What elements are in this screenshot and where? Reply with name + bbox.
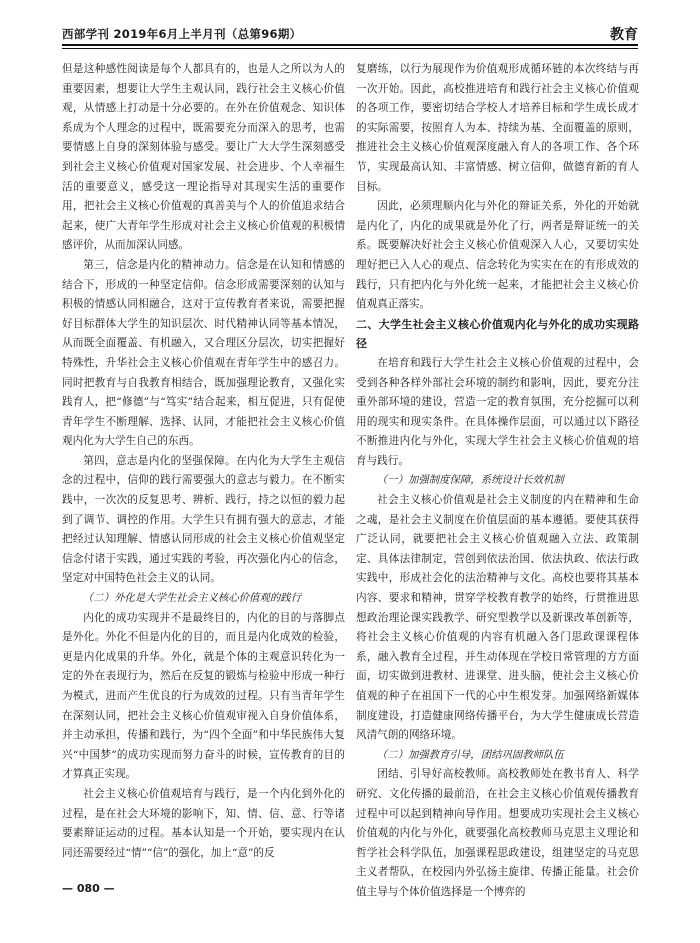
subsection-heading: （二）加强教育引导，团结巩固教师队伍 — [376, 748, 564, 761]
paragraph: 内化的成功实现并不是最终目的，内化的目的与落脚点是外化。外化不但是内化的目的，而且是内化成效的检验，更是内化成果的升华。外化，就是个体的主观意识转化为一定的外在表现行为，然后在反复的锻炼与检验中形成一种行为模式，进而产生优良的行为成效的过程。只有当青年学生在深刻认同，把社会主义核心价值观审视入自身价值体系，并主动承担，传播和践行，为“四个全面”和中华民族伟大复兴“中国梦”的成功实现而努力奋斗的时候，宣传教育的目的才算真正实现。 — [62, 611, 345, 781]
paragraph: 复磨练，以行为展现作为价值观形成循环链的本次终结与再一次开始。因此，高校推进培育和践行社会主义核心价值观的各项工作，要密切结合学校人才培养目标和学生成长成才的实际需要，按照育人为本、持续为基、全面覆盖的原则，推进社会主义核心价值观深度融入育人的各项工作、各个环节，实现最高认知、丰富情感、树立信仰，做德育新的育人目标。 — [356, 63, 639, 193]
header-rule-thin — [62, 48, 638, 49]
paragraph: 但是这种感性阅读是每个人都具有的，也是人之所以为人的重要因素，想要让大学生主观认同，践行社会主义核心价值观，从情感上打动是十分必要的。在外在价值观念、知识体系成为个人理念的过程中，既需要充分而深入的思考，也需要情感上自身的深刻体验与感受。要让广大大学生深刻感受到社会主义核心价值观对国家发展、社会进步、个人幸福生活的重要意义，感受这一理论指导对其现实生活的重要作用，把社会主义核心价值观的真善美与个人的价值追求结合起来，使广大青年学生形成对社会主义核心价值观的积极情感评价，从而加深认同感。 — [62, 63, 345, 252]
paragraph: 第三，信念是内化的精神动力。信念是在认知和情感的结合下，形成的一种坚定信仰。信念形成需要深刻的认知与积极的情感认同相融合，这对于宣传教育者来说，需要把握好目标群体大学生的知识层次、时代精神认同等基本情况，从而既全面覆盖、有机融入，又合理区分层次，切实把握好特殊性，升华社会主义核心价值观在青年学生中的感召力。同时把教育与自我教育相结合，既加强理论教育，又强化实践育人，把“修德”与“笃实”结合起来，相互促进，只有促使青年学生不断理解、选择、认同，才能把社会主义核心价值观内化为大学生自己的东西。 — [62, 258, 345, 448]
section-heading: 二、大学生社会主义核心价值观内化与外化的成功实现路径 — [356, 317, 639, 351]
page-header — [62, 22, 638, 46]
paragraph: 社会主义核心价值观是社会主义制度的内在精神和生命之魂，是社会主义制度在价值层面的基本遵循。要使其获得广泛认同，就要把社会主义核心价值观融入立法、政策制定、具体法律制定，营创到依法治国、依法执政、依法行政实践中，形成社会化的法治精神与文化。高校也要将其基本内容、要求和精神，贯穿学校教育教学的始终，行贯推进思想政治理论课实践教学、研究型教学以及新课改革创新等，将社会主义核心价值观的内容有机融入各门思政课课程体系，融入教育全过程，并生动体现在学校日常管理的方方面面，切实做到进教材、进课堂、进头脑，使社会主义核心价值观的种子在祖国下一代的心中生根发芽。加强网络新媒体制度建设，打造健康网络传播平台，为大学生健康成长营造风清气朗的网络环境。 — [356, 494, 639, 742]
paragraph: 团结、引导好高校教师。高校教师处在教书育人、科学研究、文化传播的最前沿，在社会主义核心价值观传播教育过程中可以起到精神向导作用。想要成功实现社会主义核心价值观的内化与外化，就要强化高校教师马克思主义理论和哲学社会科学队伍，加强课程思政建设，组建坚定的马克思主义者帮队，在校园内外弘扬主旋律、传播正能量。社会价值主导与个体价值选择是一个博弈的 — [356, 768, 639, 898]
section-label: 教育 — [610, 27, 638, 43]
right-column — [356, 60, 639, 903]
subsection-heading: （一）加强制度保障，系统设计长效机制 — [376, 474, 564, 487]
paragraph: 在培育和践行大学生社会主义核心价值观的过程中，会受到各种各样外部社会环境的制约和影响，因此，要充分注重外部环境的建设，营造一定的教育氛围，充分挖掘可以利用的现实和现实条件。在具体操作层面，可以通过以下路径不断推进内化与外化，实现大学生社会主义核心价值观的培育与践行。 — [356, 356, 639, 467]
subsection-heading: （二）外化是大学生社会主义核心价值观的践行 — [82, 592, 301, 605]
journal-title: 西部学刊 2019年6月上半月刊（总第96期） — [62, 27, 302, 41]
left-column — [62, 60, 345, 863]
paragraph: 社会主义核心价值观培育与践行，是一个内化到外化的过程，是在社会大环境的影响下，知、情、信、意、行等诸要素辩证运动的过程。基本认知是一个开始，要实现内在认同还需要经过“情”“信”的强化，加上“意”的反 — [62, 787, 345, 859]
paragraph: 因此，必须理顺内化与外化的辩证关系，外化的开始就是内化了，内化的成果就是外化了行，两者是辩证统一的关系。既要解决好社会主义核心价值观深入人心，又要切实处理好把已入人心的观点、信念转化为实实在在的有形成效的践行，只有把内化与外化统一起来，才能把社会主义核心价值观真正落实。 — [356, 200, 639, 311]
header-rule-thick — [62, 44, 638, 46]
page-number: — 080 — — [62, 882, 115, 895]
paragraph: 第四，意志是内化的坚强保障。在内化为大学生主观信念的过程中，信仰的践行需要强大的意志与毅力。在不断实践中，一次次的反复思考、辨析、践行，持之以恒的毅力起到了调节、调控的作用。大学生只有拥有强大的意志，才能把经过认知理解、情感认同形成的社会主义核心价值观坚定信念付诸于实践，通过实践的考验，再次强化内心的信念，坚定对中国特色社会主义的认同。 — [62, 454, 345, 585]
